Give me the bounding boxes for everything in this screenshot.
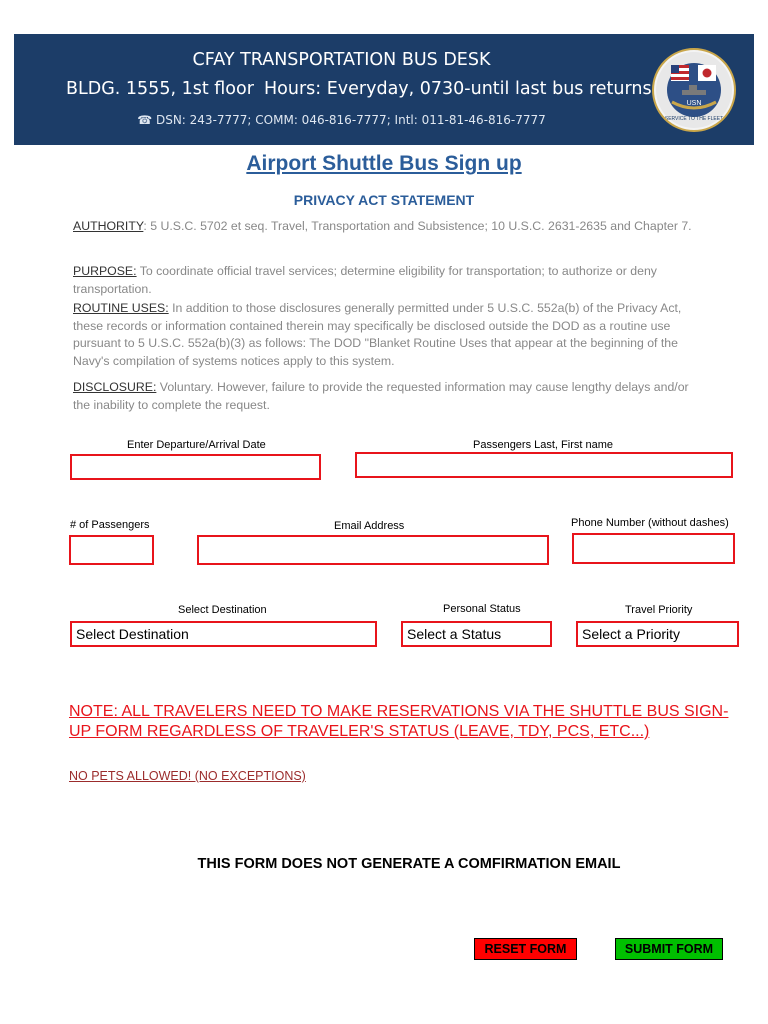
purpose-paragraph (73, 263, 705, 298)
reservation-note: NOTE: ALL TRAVELERS NEED TO MAKE RESERVATIONS VIA THE SHUTTLE BUS SIGN-UP FORM REGARDLESS OF TRAVELER'S STATUS (LEAVE, TDY, PCS, ETC...) (69, 703, 729, 740)
priority-label: Travel Priority (625, 604, 693, 616)
email-label: Email Address (334, 520, 405, 532)
priority-select[interactable]: Select a Priority (576, 621, 739, 647)
routine-uses-paragraph (73, 300, 705, 370)
submit-form-button[interactable]: SUBMIT FORM (615, 938, 723, 960)
date-input[interactable] (70, 454, 321, 480)
authority-paragraph (73, 218, 705, 236)
purpose-text: To coordinate official travel services; determine eligibility for transportation; to authorize or deny transportation. (73, 264, 657, 296)
phone-line (14, 113, 669, 127)
date-label: Enter Departure/Arrival Date (127, 439, 266, 451)
reset-form-button[interactable]: RESET FORM (474, 938, 577, 960)
routine-uses-label: ROUTINE USES: (73, 301, 169, 315)
destination-select[interactable]: Select Destination (70, 621, 377, 647)
usn-seal-logo (652, 48, 736, 132)
status-label: Personal Status (443, 603, 521, 615)
no-pets-note: NO PETS ALLOWED! (NO EXCEPTIONS) (69, 769, 306, 783)
routine-uses-text: In addition to those disclosures generally permitted under 5 U.S.C. 552a(b) of the Privacy Act, these records or information contained therein may specifically be disclosed outside the DOD as a routine use pursuant to 5 U.S.C. 552a(b)(3) as follows: The DOD "Blanket Routine Uses that appear at the beginning of the Navy's compilation of systems notices apply to this system. (73, 301, 682, 368)
header-banner (14, 34, 754, 145)
disclosure-text: Voluntary. However, failure to provide the requested information may cause lengthy delays and/or the inability to complete the request. (73, 380, 689, 412)
privacy-heading: PRIVACY ACT STATEMENT (293, 192, 475, 208)
seal-motto-text: SERVICE TO THE FLEET (664, 116, 724, 122)
phone-input[interactable] (572, 533, 735, 564)
purpose-label: PURPOSE: (73, 264, 137, 278)
form-title: Airport Shuttle Bus Sign up (246, 152, 522, 175)
disclosure-paragraph (73, 379, 705, 414)
passenger-name-input[interactable] (355, 452, 733, 478)
desk-title: CFAY TRANSPORTATION BUS DESK (192, 50, 491, 70)
name-label: Passengers Last, First name (473, 439, 614, 451)
disclosure-label: DISCLOSURE: (73, 380, 157, 394)
email-input[interactable] (197, 535, 549, 565)
hours-text: Hours: Everyday, 0730-until last bus returns (264, 79, 652, 99)
status-select[interactable]: Select a Status (401, 621, 552, 647)
passenger-count-input[interactable] (69, 535, 154, 565)
phone-label: Phone Number (without dashes) (571, 517, 729, 529)
authority-text: : 5 U.S.C. 5702 et seq. Travel, Transportation and Subsistence; 10 U.S.C. 2631-2635 and Chapter 7. (143, 219, 692, 233)
seal-usn-text: USN (686, 100, 702, 107)
phone-numbers: DSN: 243-7777; COMM: 046-816-7777; Intl: 011-81-46-816-7777 (155, 113, 546, 127)
authority-label: AUTHORITY (73, 219, 144, 233)
no-confirmation-note: THIS FORM DOES NOT GENERATE A COMFIRMATION EMAIL (197, 856, 621, 872)
building-text: BLDG. 1555, 1st floor (66, 79, 254, 99)
phone-icon: ☎ (137, 113, 153, 127)
passengers-label: # of Passengers (70, 519, 150, 531)
destination-label: Select Destination (178, 604, 267, 616)
